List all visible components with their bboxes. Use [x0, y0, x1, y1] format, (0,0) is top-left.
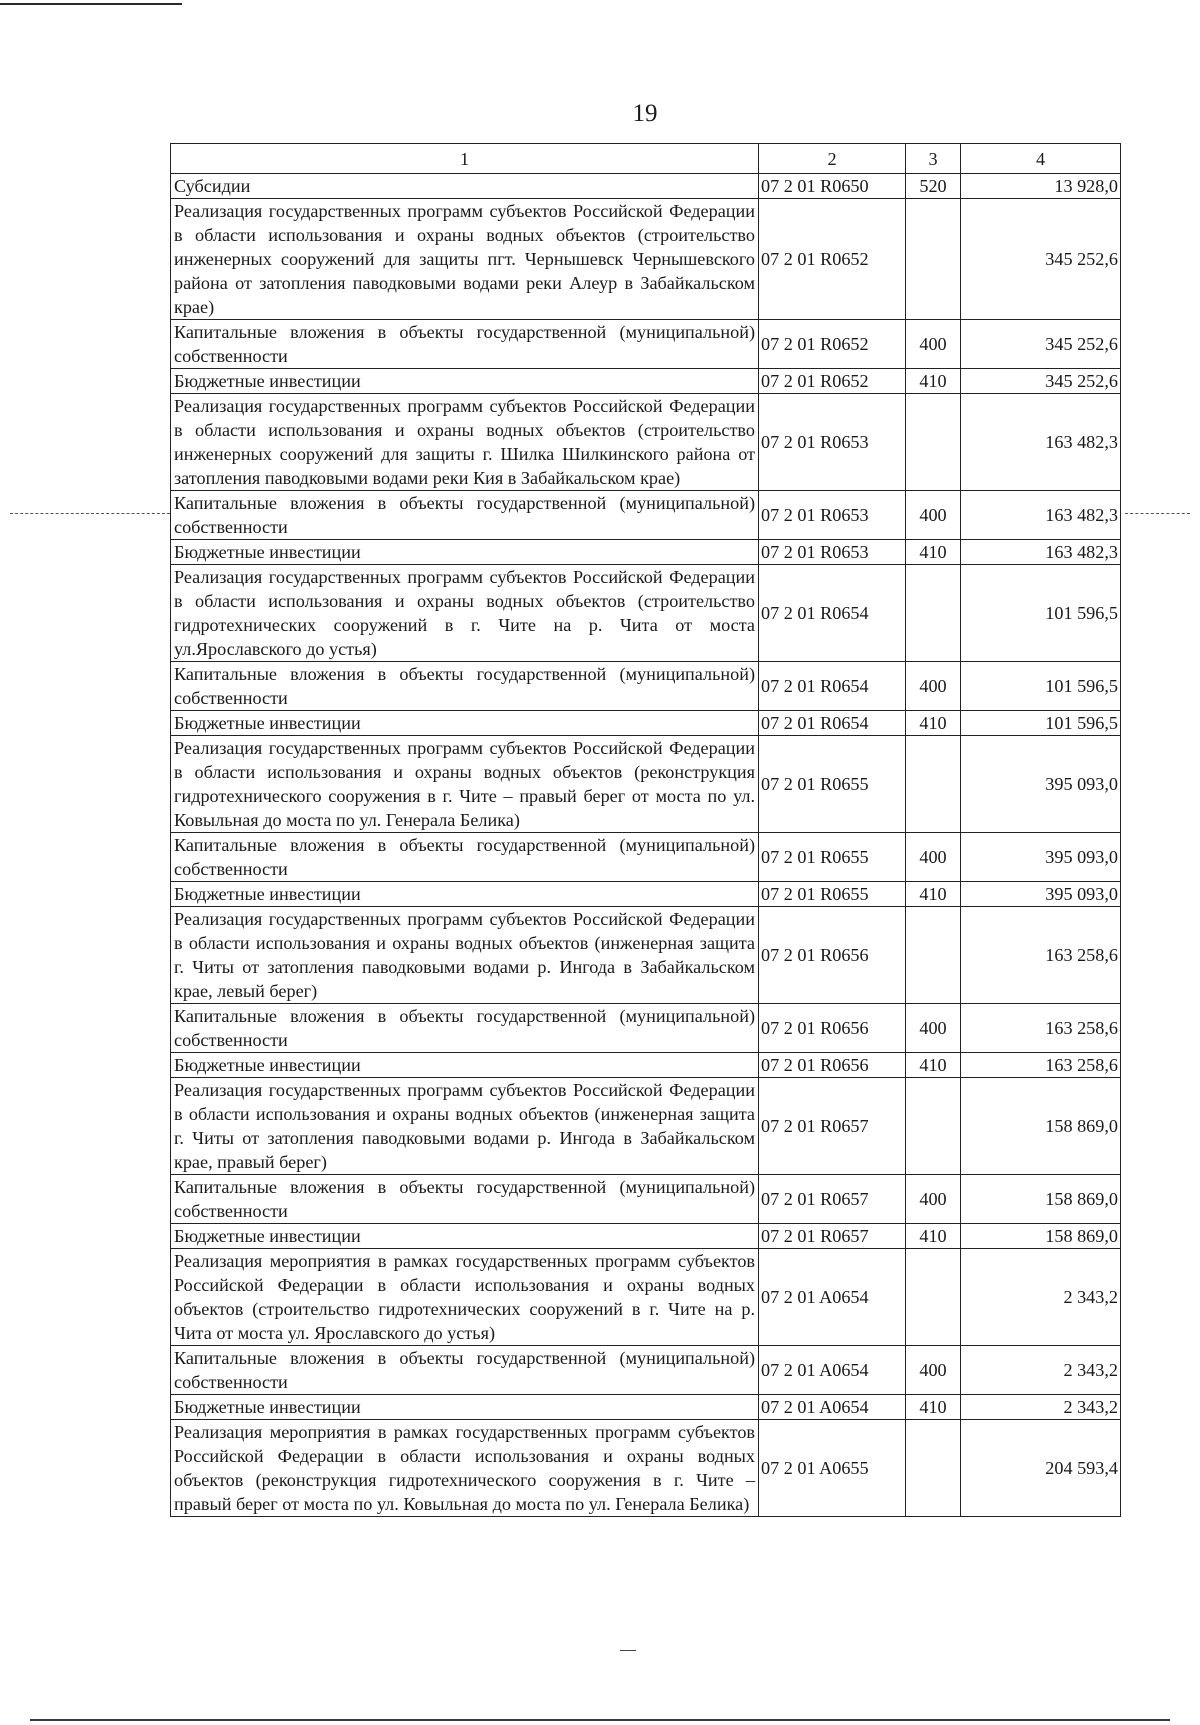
row-code-cell: 07 2 01 A0654: [759, 1395, 906, 1420]
row-amount-cell: 163 482,3: [961, 491, 1121, 540]
row-code-cell: 07 2 01 R0655: [759, 833, 906, 882]
row-amount-cell: 101 596,5: [961, 711, 1121, 736]
row-amount-cell: 101 596,5: [961, 662, 1121, 711]
scan-cut-line-right: [1125, 513, 1190, 514]
row-amount-cell: 395 093,0: [961, 736, 1121, 833]
table-row: [171, 320, 1121, 369]
row-type-cell: 410: [906, 369, 961, 394]
row-amount-cell: 163 258,6: [961, 1053, 1121, 1078]
row-amount-cell: 13 928,0: [961, 174, 1121, 199]
row-type-cell: 400: [906, 320, 961, 369]
row-amount-cell: 395 093,0: [961, 833, 1121, 882]
row-code-cell: 07 2 01 R0654: [759, 711, 906, 736]
row-amount-cell: 2 343,2: [961, 1249, 1121, 1346]
table-row: [171, 369, 1121, 394]
row-name-cell: Бюджетные инвестиции: [171, 1395, 759, 1420]
row-type-cell: 520: [906, 174, 961, 199]
row-type-cell: 410: [906, 1053, 961, 1078]
row-name-cell: Реализация государственных программ субъектов Российской Федерации в области использования и охраны водных объектов (строительство инженерных сооружений для защиты г. Шилка Шилкинского района от затопления паводковыми водами реки Кия в Забайкальском крае): [171, 394, 759, 491]
row-type-cell: 400: [906, 833, 961, 882]
row-name-cell: Бюджетные инвестиции: [171, 882, 759, 907]
row-name-cell: Реализация государственных программ субъектов Российской Федерации в области использования и охраны водных объектов (строительство инженерных сооружений для защиты пгт. Чернышевск Чернышевского района от затопления паводковыми водами реки Алеур в Забайкальском крае): [171, 199, 759, 320]
row-amount-cell: 204 593,4: [961, 1420, 1121, 1517]
row-type-cell: 400: [906, 662, 961, 711]
row-amount-cell: 345 252,6: [961, 320, 1121, 369]
row-name-cell: Реализация государственных программ субъектов Российской Федерации в области использования и охраны водных объектов (инженерная защита г. Читы от затопления паводковыми водами р. Ингода в Забайкальском крае, правый берег): [171, 1078, 759, 1175]
table-row: [171, 491, 1121, 540]
row-name-cell: Капитальные вложения в объекты государственной (муниципальной) собственности: [171, 491, 759, 540]
row-name-cell: Субсидии: [171, 174, 759, 199]
table-row: [171, 833, 1121, 882]
row-name-cell: Реализация государственных программ субъектов Российской Федерации в области использования и охраны водных объектов (реконструкция гидротехнического сооружения в г. Чите – правый берег от моста по ул. Ковыльная до моста по ул. Генерала Белика): [171, 736, 759, 833]
row-name-cell: Капитальные вложения в объекты государственной (муниципальной) собственности: [171, 320, 759, 369]
row-name-cell: Капитальные вложения в объекты государственной (муниципальной) собственности: [171, 1175, 759, 1224]
row-type-cell: [906, 565, 961, 662]
row-type-cell: [906, 394, 961, 491]
row-amount-cell: 163 482,3: [961, 540, 1121, 565]
row-name-cell: Капитальные вложения в объекты государственной (муниципальной) собственности: [171, 833, 759, 882]
row-code-cell: 07 2 01 R0650: [759, 174, 906, 199]
row-code-cell: 07 2 01 R0655: [759, 736, 906, 833]
row-name-cell: Бюджетные инвестиции: [171, 1053, 759, 1078]
row-type-cell: 400: [906, 1175, 961, 1224]
row-name-cell: Капитальные вложения в объекты государственной (муниципальной) собственности: [171, 1346, 759, 1395]
table-row: [171, 1224, 1121, 1249]
row-code-cell: 07 2 01 A0655: [759, 1420, 906, 1517]
row-amount-cell: 163 258,6: [961, 1004, 1121, 1053]
row-amount-cell: 345 252,6: [961, 199, 1121, 320]
row-amount-cell: 163 258,6: [961, 907, 1121, 1004]
row-amount-cell: 163 482,3: [961, 394, 1121, 491]
budget-table: [170, 143, 1121, 1517]
table-row: [171, 1420, 1121, 1517]
row-type-cell: 410: [906, 882, 961, 907]
row-name-cell: Капитальные вложения в объекты государственной (муниципальной) собственности: [171, 1004, 759, 1053]
row-name-cell: Бюджетные инвестиции: [171, 711, 759, 736]
row-name-cell: Реализация государственных программ субъектов Российской Федерации в области использования и охраны водных объектов (строительство гидротехнических сооружений в г. Чите на р. Чита от моста ул.Ярославского до устья): [171, 565, 759, 662]
row-code-cell: 07 2 01 A0654: [759, 1249, 906, 1346]
row-code-cell: 07 2 01 R0656: [759, 907, 906, 1004]
page-number: 19: [632, 100, 658, 127]
column-header-1: 1: [171, 144, 759, 174]
row-name-cell: Бюджетные инвестиции: [171, 369, 759, 394]
table-row: [171, 1053, 1121, 1078]
table-row: [171, 662, 1121, 711]
row-amount-cell: 2 343,2: [961, 1346, 1121, 1395]
row-name-cell: Реализация мероприятия в рамках государственных программ субъектов Российской Федерации в области использования и охраны водных объектов (реконструкция гидротехнического сооружения в г. Чите – правый берег от моста по ул. Ковыльная до моста по ул. Генерала Белика): [171, 1420, 759, 1517]
row-type-cell: 400: [906, 491, 961, 540]
row-type-cell: [906, 907, 961, 1004]
row-amount-cell: 345 252,6: [961, 369, 1121, 394]
row-type-cell: [906, 1420, 961, 1517]
column-header-4: 4: [961, 144, 1121, 174]
row-type-cell: 400: [906, 1004, 961, 1053]
column-header-3: 3: [906, 144, 961, 174]
table-row: [171, 907, 1121, 1004]
row-code-cell: 07 2 01 R0657: [759, 1078, 906, 1175]
scan-edge-mark-bottom: [30, 1719, 1170, 1721]
row-amount-cell: 2 343,2: [961, 1395, 1121, 1420]
column-header-2: 2: [759, 144, 906, 174]
row-code-cell: 07 2 01 R0657: [759, 1224, 906, 1249]
scan-edge-mark: [0, 3, 182, 5]
row-code-cell: 07 2 01 R0656: [759, 1004, 906, 1053]
row-code-cell: 07 2 01 R0652: [759, 320, 906, 369]
row-name-cell: Реализация государственных программ субъектов Российской Федерации в области использования и охраны водных объектов (инженерная защита г. Читы от затопления паводковыми водами р. Ингода в Забайкальском крае, левый берег): [171, 907, 759, 1004]
footer-dash: [620, 1650, 636, 1651]
row-amount-cell: 158 869,0: [961, 1224, 1121, 1249]
row-code-cell: 07 2 01 R0654: [759, 662, 906, 711]
row-name-cell: Бюджетные инвестиции: [171, 540, 759, 565]
row-code-cell: 07 2 01 A0654: [759, 1346, 906, 1395]
table-row: [171, 882, 1121, 907]
row-type-cell: [906, 1249, 961, 1346]
row-amount-cell: 158 869,0: [961, 1078, 1121, 1175]
table-row: [171, 711, 1121, 736]
row-code-cell: 07 2 01 R0656: [759, 1053, 906, 1078]
table-row: [171, 736, 1121, 833]
table-row: [171, 1004, 1121, 1053]
row-type-cell: [906, 1078, 961, 1175]
row-amount-cell: 158 869,0: [961, 1175, 1121, 1224]
budget-table-body: [171, 144, 1121, 1517]
row-type-cell: [906, 736, 961, 833]
table-row: [171, 199, 1121, 320]
table-row: [171, 174, 1121, 199]
row-code-cell: 07 2 01 R0654: [759, 565, 906, 662]
row-code-cell: 07 2 01 R0652: [759, 199, 906, 320]
row-code-cell: 07 2 01 R0652: [759, 369, 906, 394]
row-code-cell: 07 2 01 R0653: [759, 540, 906, 565]
row-code-cell: 07 2 01 R0653: [759, 394, 906, 491]
row-amount-cell: 101 596,5: [961, 565, 1121, 662]
table-row: [171, 565, 1121, 662]
scan-cut-line-left: [10, 513, 170, 514]
row-amount-cell: 395 093,0: [961, 882, 1121, 907]
table-row: [171, 540, 1121, 565]
row-name-cell: Бюджетные инвестиции: [171, 1224, 759, 1249]
row-code-cell: 07 2 01 R0653: [759, 491, 906, 540]
table-row: [171, 1078, 1121, 1175]
row-type-cell: 410: [906, 540, 961, 565]
table-header-row: [171, 144, 1121, 174]
table-row: [171, 1346, 1121, 1395]
row-type-cell: [906, 199, 961, 320]
table-row: [171, 1249, 1121, 1346]
row-type-cell: 400: [906, 1346, 961, 1395]
table-row: [171, 394, 1121, 491]
row-type-cell: 410: [906, 1395, 961, 1420]
table-row: [171, 1175, 1121, 1224]
table-row: [171, 1395, 1121, 1420]
row-name-cell: Капитальные вложения в объекты государственной (муниципальной) собственности: [171, 662, 759, 711]
row-code-cell: 07 2 01 R0655: [759, 882, 906, 907]
row-type-cell: 410: [906, 1224, 961, 1249]
row-name-cell: Реализация мероприятия в рамках государственных программ субъектов Российской Федерации в области использования и охраны водных объектов (строительство гидротехнических сооружений в г. Чите на р. Чита от моста ул. Ярославского до устья): [171, 1249, 759, 1346]
row-code-cell: 07 2 01 R0657: [759, 1175, 906, 1224]
row-type-cell: 410: [906, 711, 961, 736]
